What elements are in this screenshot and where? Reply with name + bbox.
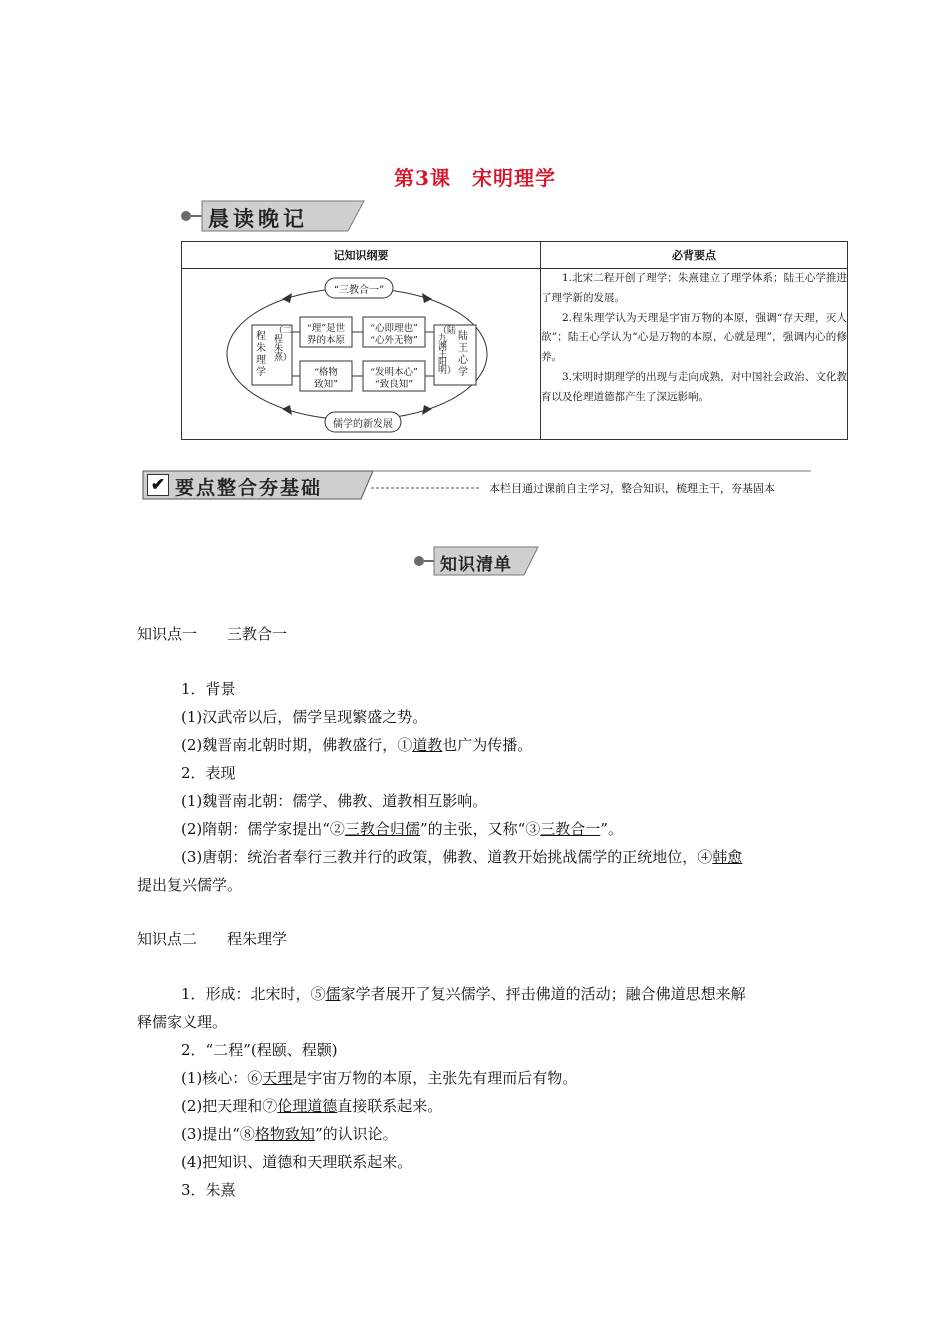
page-title: 第3课 宋明理学 — [394, 166, 556, 190]
perf-item-2-mid: ”的主张，又称“③ — [419, 820, 541, 838]
key-point-3: 3.宋明时期理学的出现与走向成熟，对中国社会政治、文化教育以及伦理道德都产生了深远影响。 — [541, 370, 847, 403]
bg-item-2-pre: (2)魏晋南北朝时期，佛教盛行，① — [181, 736, 413, 754]
ercheng-item-3-pre: (3)提出“⑧ — [181, 1125, 255, 1143]
diagram-box-xin-1: “心即理也” — [370, 323, 418, 334]
bg-item-2 — [181, 734, 532, 755]
summary-col2-header: 必背要点 — [541, 242, 848, 269]
ercheng-item-4: (4)把知识、道德和天理联系起来。 — [181, 1153, 413, 1171]
diagram-box-li-2: 界的本原 — [306, 335, 345, 346]
answer-3: 三教合一 — [540, 820, 601, 838]
diagram-box-xin-2: “心外无物” — [370, 335, 418, 346]
summary-table — [181, 241, 848, 440]
summary-col1-header: 记知识纲要 — [182, 242, 541, 269]
knowledge-list-label: 知识清单 — [440, 555, 512, 575]
answer-2: 三教合归儒 — [344, 820, 420, 838]
formation-item — [181, 983, 746, 1004]
checkmark-icon: ✔ — [147, 474, 169, 496]
diagram-box-li-1: “理”是世 — [306, 323, 346, 334]
key-integration-label: 要点整合夯基础 — [175, 477, 323, 499]
ercheng-item-3-post: ”的认识论。 — [314, 1125, 398, 1143]
diagram-box-gewu-1: “格物 — [314, 367, 338, 378]
diagram-left-sub: （二程朱熹） — [274, 326, 293, 363]
knowledge-list-banner — [412, 545, 542, 577]
perf-item-3 — [181, 846, 742, 867]
key-integration-note: 本栏目通过课前自主学习，整合知识，梳理主干，夯基固本 — [489, 482, 775, 495]
diagram-box-faming-2: “致良知” — [374, 379, 414, 390]
morning-read-label: 晨读晚记 — [208, 207, 308, 231]
formation-post: 家学者展开了复兴儒学、抨击佛道的活动；融合佛道思想来解 — [340, 985, 746, 1003]
perf-item-2-post: ”。 — [600, 820, 623, 838]
perf-title: 2．表现 — [181, 764, 236, 782]
ercheng-item-1-post: 是宇宙万物的本原，主张先有理而后有物。 — [292, 1069, 578, 1087]
knowledge-diagram-cell — [182, 269, 541, 440]
ercheng-item-2-pre: (2)把天理和⑦ — [181, 1097, 278, 1115]
perf-item-3-pre: (3)唐朝：统治者奉行三教并行的政策，佛教、道教开始挑战儒学的正统地位，④ — [181, 848, 713, 866]
formation-pre: 1．形成：北宋时，⑤ — [181, 985, 326, 1003]
diagram-box-gewu-2: 致知” — [314, 379, 338, 390]
zhuxi-title: 3．朱熹 — [181, 1181, 236, 1199]
diagram-right-sub: （陆九渊王阳明） — [438, 326, 457, 376]
ercheng-item-1-pre: (1)核心：⑥ — [181, 1069, 263, 1087]
key-points-cell — [541, 269, 848, 440]
diagram-bottom-label: 儒学的新发展 — [333, 419, 393, 430]
diagram-top-label: “三教合一” — [333, 285, 385, 296]
bg-title: 1．背景 — [181, 680, 236, 698]
answer-7: 伦理道德 — [277, 1097, 338, 1115]
ercheng-item-2 — [181, 1095, 442, 1116]
morning-read-banner — [178, 199, 368, 233]
diagram-right-label: 陆王心学 — [458, 331, 468, 378]
answer-4: 韩愈 — [712, 848, 743, 866]
perf-item-1: (1)魏晋南北朝：儒学、佛教、道教相互影响。 — [181, 792, 488, 810]
key-point-1: 1.北宋二程开创了理学；朱熹建立了理学体系；陆王心学推进了理学新的发展。 — [541, 272, 847, 304]
diagram-left-label: 程朱理学 — [256, 331, 266, 378]
ercheng-item-2-post: 直接联系起来。 — [337, 1097, 443, 1115]
key-integration-banner — [141, 468, 811, 502]
ercheng-item-3 — [181, 1123, 398, 1144]
section2-heading: 知识点二 程朱理学 — [137, 930, 288, 948]
formation-cont: 释儒家义理。 — [137, 1013, 228, 1031]
answer-8: 格物致知 — [254, 1125, 315, 1143]
perf-item-2-pre: (2)隋朝：儒学家提出“② — [181, 820, 345, 838]
perf-item-2 — [181, 818, 623, 839]
answer-1: 道教 — [412, 736, 443, 754]
bg-item-1: (1)汉武帝以后，儒学呈现繁盛之势。 — [181, 708, 428, 726]
key-point-2: 2.程朱理学认为天理是宇宙万物的本原，强调“存天理，灭人欲”；陆王心学认为“心是万物的本原，心就是理”，强调内心的修养。 — [541, 311, 847, 364]
answer-6: 天理 — [262, 1069, 293, 1087]
ercheng-title: 2．“二程”(程颐、程颢) — [181, 1041, 338, 1059]
section1-heading: 知识点一 三教合一 — [137, 625, 288, 643]
ercheng-item-1 — [181, 1067, 577, 1088]
answer-5: 儒 — [325, 985, 341, 1003]
bg-item-2-post: 也广为传播。 — [442, 736, 533, 754]
perf-item-3-cont: 提出复兴儒学。 — [137, 876, 243, 894]
diagram-box-faming-1: “发明本心” — [370, 367, 418, 378]
